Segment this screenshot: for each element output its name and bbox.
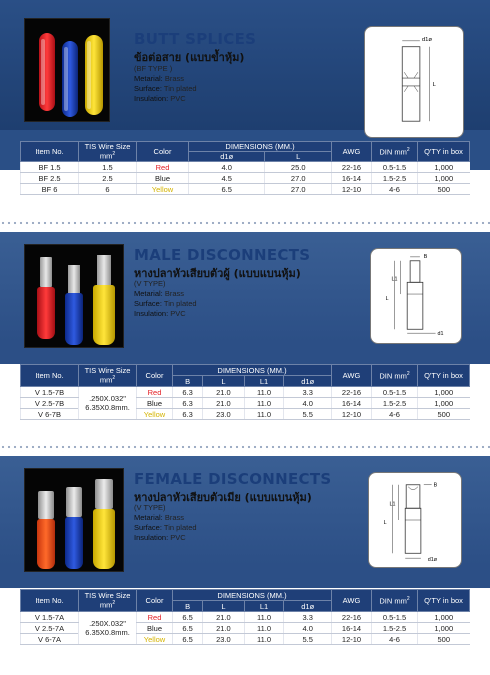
cell-awg: 12-10 — [332, 184, 372, 195]
cell-din: 1.5-2.5 — [372, 173, 418, 184]
col-color: Color — [137, 590, 173, 612]
divider-dots-1 — [0, 220, 490, 228]
cell-awg: 22-16 — [332, 387, 372, 398]
cell-color: Yellow — [137, 409, 173, 420]
col-tis: TIS Wire Size $mm^2$ — [79, 365, 137, 387]
cell-l: 21.0 — [203, 612, 244, 623]
material-value: Brass — [164, 74, 185, 83]
cell-l: 21.0 — [203, 398, 244, 409]
cell-item: V 6-7B — [21, 409, 79, 420]
col-l1: L1 — [244, 376, 284, 387]
col-color: Color — [137, 365, 173, 387]
type-label: (V TYPE) — [134, 279, 166, 288]
cell-l: 25.0 — [265, 162, 332, 173]
cell-b: 6.3 — [173, 387, 203, 398]
female-disconnects-table — [20, 589, 470, 645]
material-row — [134, 74, 197, 84]
col-qty: Q'TY in box — [418, 365, 470, 387]
type-label: (BF TYPE ) — [134, 64, 173, 73]
material-label: Metarial: — [134, 74, 163, 83]
cell-color: Blue — [137, 173, 189, 184]
col-item: Item No. — [21, 365, 79, 387]
insulation-label: Insulation: — [134, 94, 169, 103]
insulation-value: PVC — [170, 533, 186, 542]
table-row — [21, 387, 470, 398]
butt-splice-drawing — [365, 27, 463, 137]
col-d1: d1ø — [284, 376, 332, 387]
material-label: Metarial: — [134, 289, 163, 298]
female-disconnects-title: FEMALE DISCONNECTS — [134, 470, 332, 488]
insulation-label: Insulation: — [134, 309, 169, 318]
butt-splices-photo — [24, 18, 110, 122]
female-terminal-drawing — [369, 473, 461, 567]
cell-qty: 1,000 — [418, 623, 470, 634]
cell-qty: 500 — [418, 409, 470, 420]
cell-item: BF 2.5 — [21, 173, 79, 184]
yellow-male-terminal — [93, 255, 115, 345]
surface-label: Surface: — [134, 523, 162, 532]
table-row — [21, 173, 470, 184]
cell-l1: 11.0 — [244, 634, 284, 645]
cell-din: 4-6 — [372, 409, 418, 420]
cell-din: 1.5-2.5 — [372, 623, 418, 634]
red-male-terminal — [37, 257, 55, 339]
cell-l1: 11.0 — [244, 612, 284, 623]
male-disconnects-thai: หางปลาหัวเสียบตัวผู้ (แบบแบนหุ้ม) — [134, 267, 301, 280]
male-terminal-drawing — [371, 249, 461, 343]
col-b: B — [173, 601, 203, 612]
cell-l: 21.0 — [203, 387, 244, 398]
butt-splices-title: BUTT SPLICES — [134, 30, 257, 48]
surface-value: Tin plated — [163, 523, 197, 532]
yellow-female-terminal — [93, 479, 115, 569]
col-tis: TIS Wire Size $mm^2$ — [79, 590, 137, 612]
cell-qty: 1,000 — [418, 162, 470, 173]
yellow-splice — [85, 35, 103, 115]
blue-male-terminal — [65, 265, 83, 345]
cell-color: Blue — [137, 623, 173, 634]
d1-label: d1 — [437, 331, 444, 338]
cell-tis: 1.5 — [79, 162, 137, 173]
col-dims: DIMENSIONS (MM.) — [173, 590, 332, 601]
cell-awg: 16-14 — [332, 623, 372, 634]
cell-din: 0.5-1.5 — [372, 612, 418, 623]
surface-row — [134, 84, 197, 94]
col-din: DIN $mm^2$ — [372, 590, 418, 612]
cell-b: 6.5 — [173, 612, 203, 623]
cell-awg: 12-10 — [332, 409, 372, 420]
cell-l1: 11.0 — [244, 623, 284, 634]
col-l: L — [203, 376, 244, 387]
butt-splices-table — [20, 141, 470, 195]
col-b: B — [173, 376, 203, 387]
insulation-value: PVC — [170, 94, 186, 103]
cell-item: V 6-7A — [21, 634, 79, 645]
cell-item: V 1.5-7A — [21, 612, 79, 623]
cell-d1: 6.5 — [189, 184, 265, 195]
cell-d1: 4.0 — [189, 162, 265, 173]
red-female-terminal — [37, 491, 55, 569]
col-awg: AWG — [332, 590, 372, 612]
butt-splices-diagram — [364, 26, 464, 138]
surface-row — [134, 299, 197, 309]
cell-d1: 4.0 — [284, 398, 332, 409]
cell-l: 21.0 — [203, 623, 244, 634]
cell-item: V 2.5-7B — [21, 398, 79, 409]
insulation-row — [134, 309, 197, 319]
surface-value: Tin plated — [163, 299, 197, 308]
cell-qty: 1,000 — [418, 173, 470, 184]
male-disconnects-photo — [24, 244, 124, 348]
cell-b: 6.3 — [173, 409, 203, 420]
cell-awg: 16-14 — [332, 398, 372, 409]
cell-din: 4-6 — [372, 634, 418, 645]
male-disconnects-title: MALE DISCONNECTS — [134, 246, 311, 264]
cell-qty: 1,000 — [418, 398, 470, 409]
cell-awg: 22-16 — [332, 612, 372, 623]
material-value: Brass — [164, 289, 185, 298]
l1-label: L1 — [389, 501, 396, 508]
cell-b: 6.5 — [173, 634, 203, 645]
insulation-label: Insulation: — [134, 533, 169, 542]
cell-awg: 12-10 — [332, 634, 372, 645]
col-tis: TIS Wire Size $mm^2$ — [79, 142, 137, 162]
cell-b: 6.3 — [173, 398, 203, 409]
cell-tis: 2.5 — [79, 173, 137, 184]
female-disconnects-photo — [24, 468, 124, 572]
cell-color: Yellow — [137, 184, 189, 195]
cell-l1: 11.0 — [244, 409, 284, 420]
col-din: DIN $mm^2$ — [372, 365, 418, 387]
male-disconnects-table — [20, 364, 470, 420]
material-label: Metarial: — [134, 513, 163, 522]
cell-qty: 1,000 — [418, 612, 470, 623]
cell-item: V 1.5-7B — [21, 387, 79, 398]
b-label: B — [433, 482, 438, 489]
cell-awg: 22-16 — [332, 162, 372, 173]
cell-qty: 500 — [418, 184, 470, 195]
cell-item: V 2.5-7A — [21, 623, 79, 634]
cell-color: Red — [137, 612, 173, 623]
col-item: Item No. — [21, 590, 79, 612]
insulation-row — [134, 94, 197, 104]
cell-qty: 1,000 — [418, 387, 470, 398]
cell-d1: 5.5 — [284, 634, 332, 645]
table-row — [21, 184, 470, 195]
material-row — [134, 513, 197, 523]
cell-tis: 6 — [79, 184, 137, 195]
female-disconnects-thai: หางปลาหัวเสียบตัวเมีย (แบบแบนหุ้ม) — [134, 491, 312, 504]
cell-item: BF 1.5 — [21, 162, 79, 173]
l-label: L — [432, 81, 436, 88]
col-qty: Q'TY in box — [418, 142, 470, 162]
female-disconnects-specs — [134, 503, 197, 543]
table-row — [21, 162, 470, 173]
col-d1: d1ø — [284, 601, 332, 612]
cell-d1: 3.3 — [284, 612, 332, 623]
col-dims: DIMENSIONS (MM.) — [189, 142, 332, 152]
cell-l: 27.0 — [265, 184, 332, 195]
insulation-row — [134, 533, 197, 543]
cell-b: 6.5 — [173, 623, 203, 634]
cell-din: 0.5-1.5 — [372, 162, 418, 173]
cell-d1: 5.5 — [284, 409, 332, 420]
cell-d1: 3.3 — [284, 387, 332, 398]
col-color: Color — [137, 142, 189, 162]
col-awg: AWG — [332, 365, 372, 387]
blue-splice — [62, 41, 78, 117]
col-d1: d1ø — [189, 152, 265, 162]
cell-din: 1.5-2.5 — [372, 398, 418, 409]
divider-dots-2 — [0, 444, 490, 452]
male-disconnects-diagram — [370, 248, 462, 344]
material-row — [134, 289, 197, 299]
d1-label: d1ø — [421, 36, 432, 43]
material-value: Brass — [164, 513, 185, 522]
surface-row — [134, 523, 197, 533]
l-label: L — [385, 295, 389, 302]
female-disconnects-diagram — [368, 472, 462, 568]
l-label: L — [383, 519, 387, 526]
col-item: Item No. — [21, 142, 79, 162]
cell-color: Red — [137, 387, 173, 398]
col-l: L — [203, 601, 244, 612]
cell-din: 0.5-1.5 — [372, 387, 418, 398]
cell-color: Red — [137, 162, 189, 173]
butt-splices-thai: ข้อต่อสาย (แบบข้ำหุ้ม) — [134, 51, 245, 64]
cell-item: BF 6 — [21, 184, 79, 195]
cell-l: 27.0 — [265, 173, 332, 184]
col-awg: AWG — [332, 142, 372, 162]
b-label: B — [423, 253, 428, 260]
col-l: L — [265, 152, 332, 162]
insulation-value: PVC — [170, 309, 186, 318]
cell-color: Yellow — [137, 634, 173, 645]
cell-l1: 11.0 — [244, 387, 284, 398]
cell-l1: 11.0 — [244, 398, 284, 409]
table-row — [21, 612, 470, 623]
cell-tis-merged: .250X.032" 6.35X0.8mm. — [79, 387, 137, 420]
l1-label: L1 — [391, 276, 398, 283]
butt-splices-specs — [134, 64, 197, 104]
col-l1: L1 — [244, 601, 284, 612]
col-dims: DIMENSIONS (MM.) — [173, 365, 332, 376]
cell-din: 4-6 — [372, 184, 418, 195]
cell-d1: 4.5 — [189, 173, 265, 184]
cell-awg: 16-14 — [332, 173, 372, 184]
surface-label: Surface: — [134, 84, 162, 93]
surface-value: Tin plated — [163, 84, 197, 93]
blue-female-terminal — [65, 487, 83, 569]
type-label: (V TYPE) — [134, 503, 166, 512]
cell-tis-merged: .250X.032" 6.35X0.8mm. — [79, 612, 137, 645]
cell-d1: 4.0 — [284, 623, 332, 634]
surface-label: Surface: — [134, 299, 162, 308]
cell-color: Blue — [137, 398, 173, 409]
male-disconnects-specs — [134, 279, 197, 319]
col-din: DIN $mm^2$ — [372, 142, 418, 162]
d1-label: d1ø — [427, 557, 437, 564]
col-qty: Q'TY in box — [418, 590, 470, 612]
red-splice — [39, 33, 55, 111]
cell-l: 23.0 — [203, 409, 244, 420]
cell-l: 23.0 — [203, 634, 244, 645]
cell-qty: 500 — [418, 634, 470, 645]
